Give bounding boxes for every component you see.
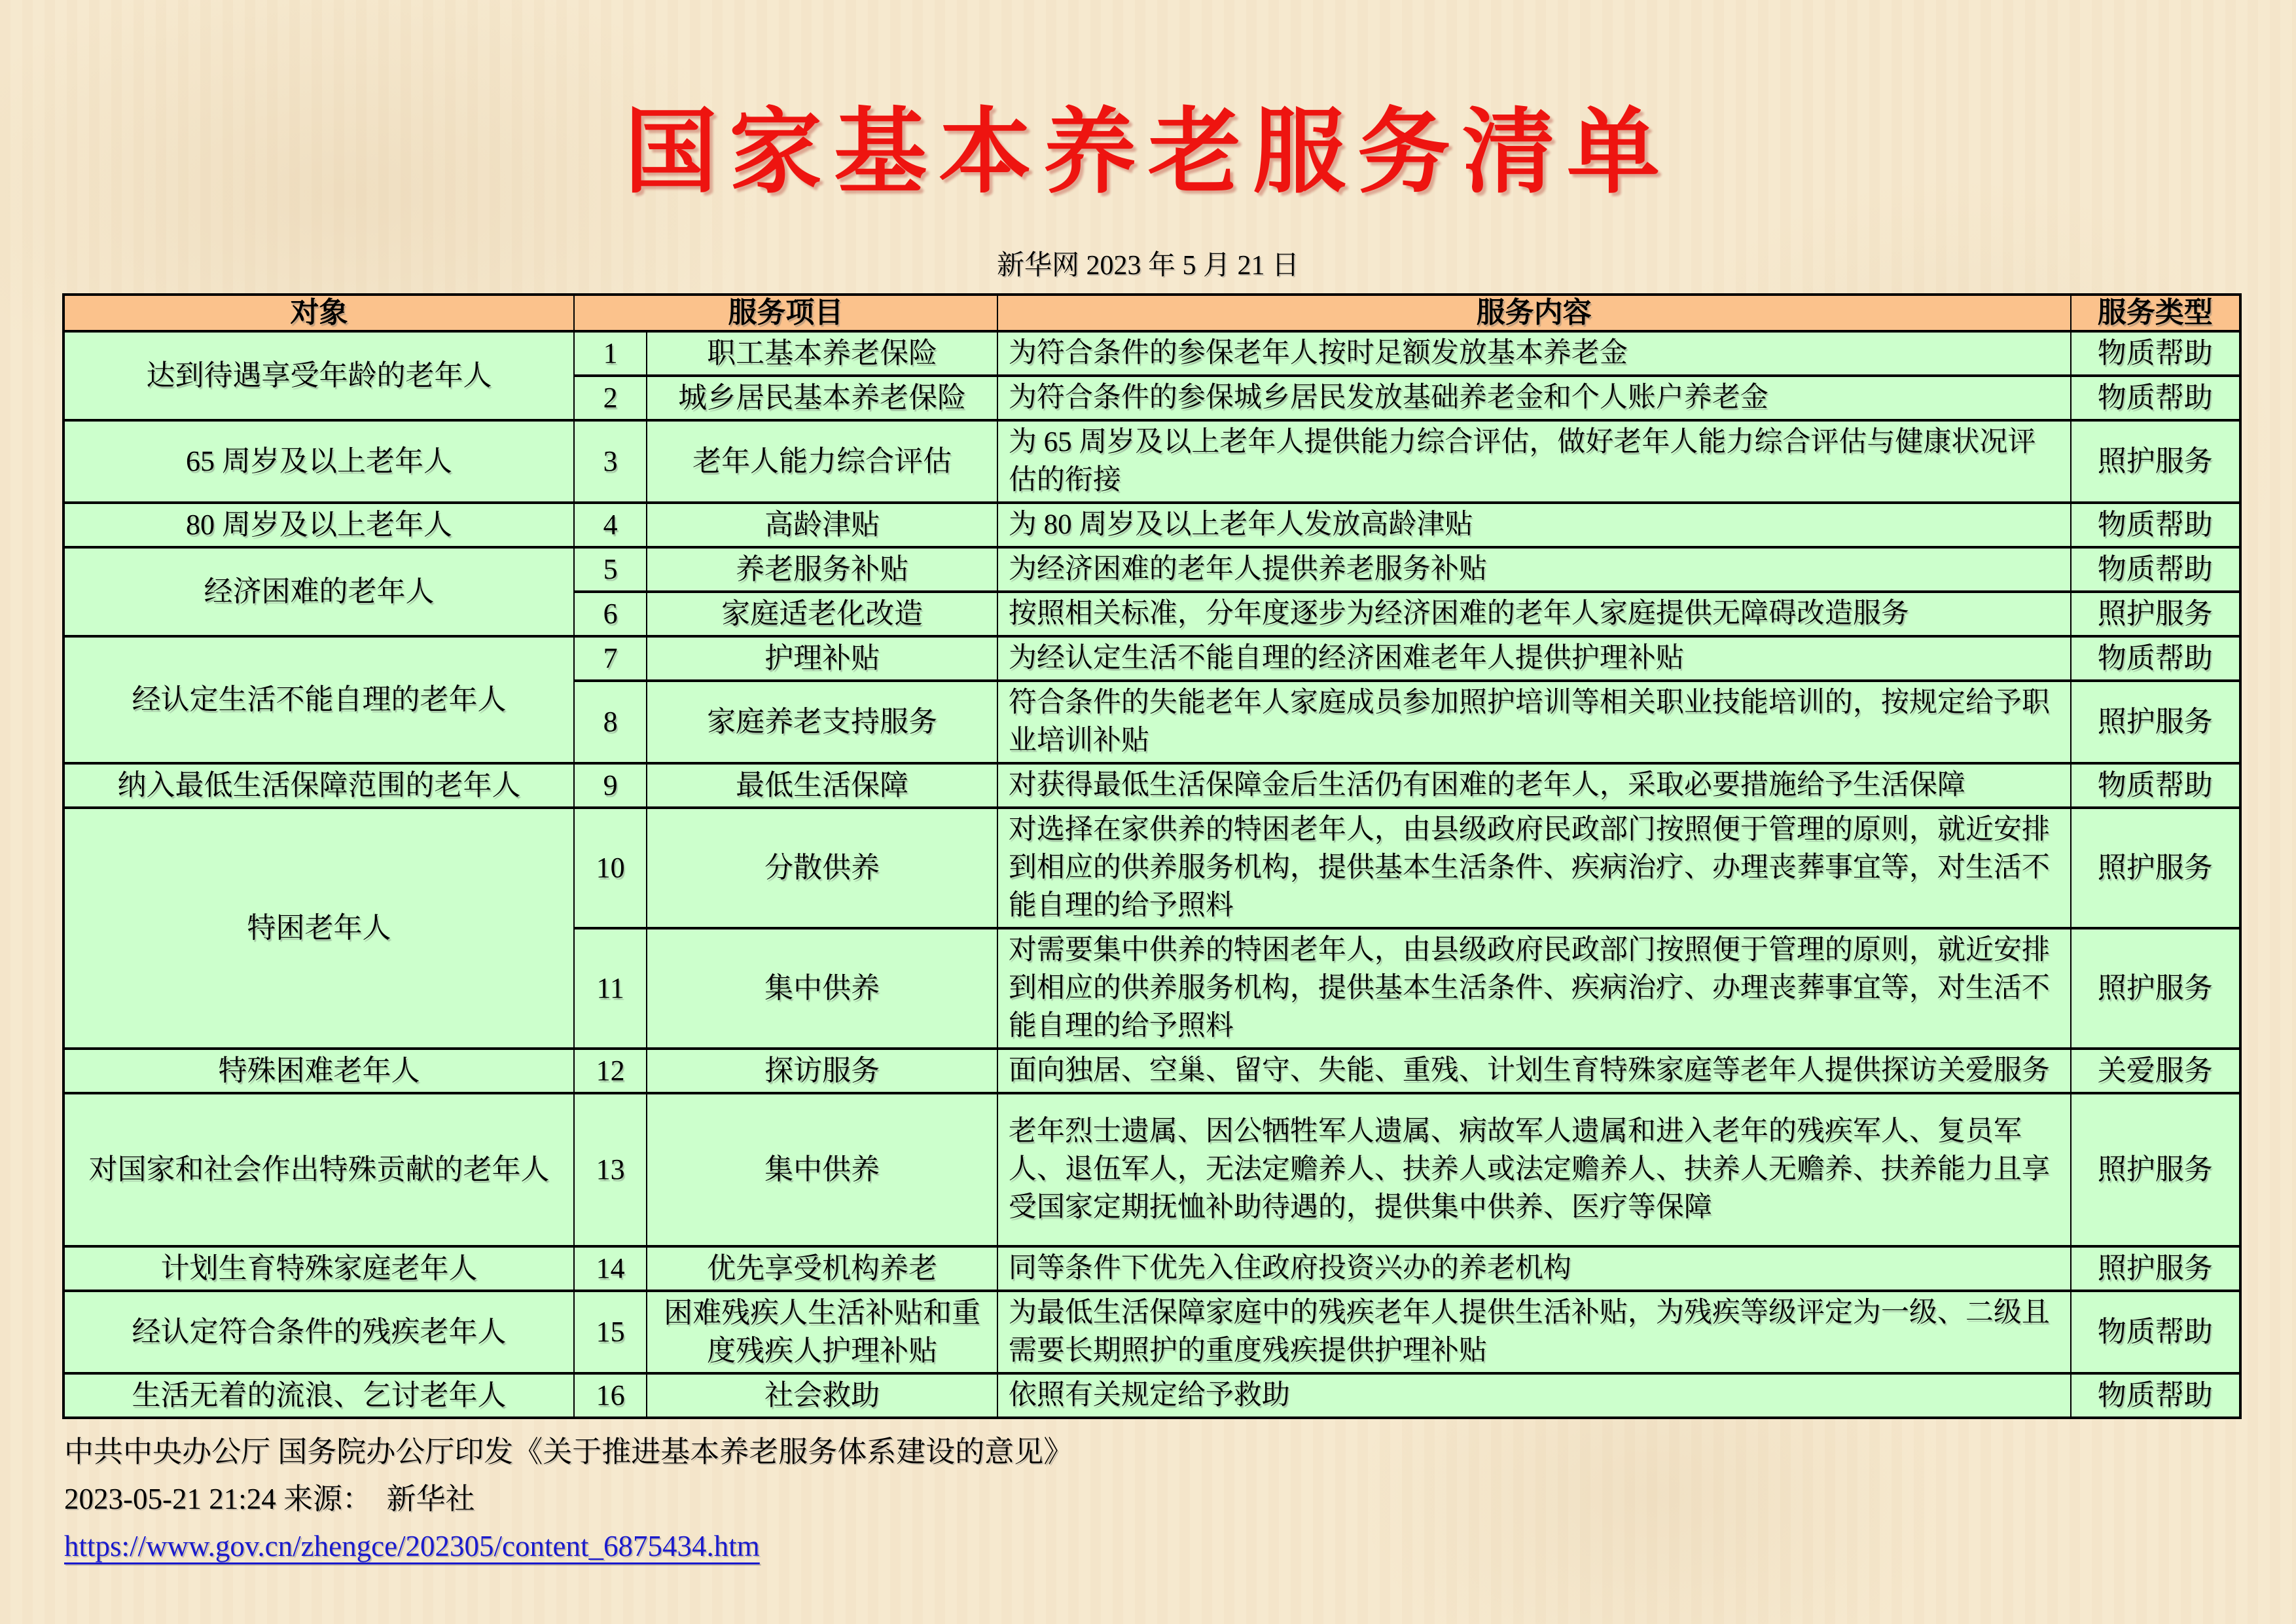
row-number-cell: 10 (574, 808, 647, 928)
service-content-cell: 对获得最低生活保障金后生活仍有困难的老年人，采取必要措施给予生活保障 (997, 763, 2071, 808)
row-number-cell: 8 (574, 681, 647, 763)
service-type-cell: 物质帮助 (2071, 376, 2240, 420)
service-item-cell: 城乡居民基本养老保险 (647, 376, 997, 420)
service-type-cell: 照护服务 (2071, 928, 2240, 1049)
footer-url-link[interactable]: https://www.gov.cn/zhengce/202305/content_6875434.htm (64, 1530, 760, 1562)
target-cell: 计划生育特殊家庭老年人 (63, 1246, 574, 1291)
table-row (63, 1291, 2240, 1373)
target-cell: 经认定生活不能自理的老年人 (63, 636, 574, 763)
service-type-cell: 物质帮助 (2071, 503, 2240, 547)
service-list-table (62, 293, 2242, 1419)
service-item-cell: 职工基本养老保险 (647, 331, 997, 376)
footer-date-line: 2023-05-21 21:24 来源： 新华社 (64, 1483, 475, 1515)
row-number-cell: 9 (574, 763, 647, 808)
target-cell: 纳入最低生活保障范围的老年人 (63, 763, 574, 808)
service-type-cell: 物质帮助 (2071, 636, 2240, 681)
header-service-item: 服务项目 (574, 295, 997, 331)
target-cell: 65 周岁及以上老年人 (63, 420, 574, 503)
row-number-cell: 14 (574, 1246, 647, 1291)
service-item-cell: 探访服务 (647, 1049, 997, 1093)
table-row (63, 808, 2240, 928)
table-row (63, 1373, 2240, 1418)
row-number-cell: 1 (574, 331, 647, 376)
page-title: 国家基本养老服务清单 (624, 101, 1672, 204)
row-number-cell: 6 (574, 592, 647, 636)
service-content-cell: 为符合条件的参保老年人按时足额发放基本养老金 (997, 331, 2071, 376)
service-item-cell: 养老服务补贴 (647, 547, 997, 592)
service-content-cell: 老年烈士遗属、因公牺牲军人遗属、病故军人遗属和进入老年的残疾军人、复员军人、退伍军人，无法定赡养人、扶养人或法定赡养人、扶养人无赡养、扶养能力且享受国家定期抚恤补助待遇的，提供集中供养、医疗等保障 (997, 1093, 2071, 1246)
service-item-cell: 家庭适老化改造 (647, 592, 997, 636)
service-content-cell: 为经认定生活不能自理的经济困难老年人提供护理补贴 (997, 636, 2071, 681)
service-type-cell: 物质帮助 (2071, 1373, 2240, 1418)
row-number-cell: 3 (574, 420, 647, 503)
service-type-cell: 照护服务 (2071, 681, 2240, 763)
subtitle: 新华网 2023 年 5 月 21 日 (996, 251, 1299, 281)
table-row (63, 763, 2240, 808)
service-item-cell: 最低生活保障 (647, 763, 997, 808)
target-cell: 特困老年人 (63, 808, 574, 1049)
service-type-cell: 照护服务 (2071, 420, 2240, 503)
service-item-cell: 困难残疾人生活补贴和重度残疾人护理补贴 (647, 1291, 997, 1373)
table-row (63, 503, 2240, 547)
row-number-cell: 13 (574, 1093, 647, 1246)
service-content-cell: 对选择在家供养的特困老年人，由县级政府民政部门按照便于管理的原则，就近安排到相应的供养服务机构，提供基本生活条件、疾病治疗、办理丧葬事宜等，对生活不能自理的给予照料 (997, 808, 2071, 928)
table-row (63, 1049, 2240, 1093)
service-item-cell: 分散供养 (647, 808, 997, 928)
service-content-cell: 面向独居、空巢、留守、失能、重残、计划生育特殊家庭等老年人提供探访关爱服务 (997, 1049, 2071, 1093)
service-type-cell: 照护服务 (2071, 592, 2240, 636)
service-type-cell: 物质帮助 (2071, 1291, 2240, 1373)
service-item-cell: 集中供养 (647, 1093, 997, 1246)
service-item-cell: 护理补贴 (647, 636, 997, 681)
service-type-cell: 关爱服务 (2071, 1049, 2240, 1093)
service-item-cell: 老年人能力综合评估 (647, 420, 997, 503)
table-row (63, 1246, 2240, 1291)
target-cell: 经济困难的老年人 (63, 547, 574, 636)
service-item-cell: 社会救助 (647, 1373, 997, 1418)
target-cell: 80 周岁及以上老年人 (63, 503, 574, 547)
header-target: 对象 (63, 295, 574, 331)
header-row (63, 295, 2240, 331)
target-cell: 对国家和社会作出特殊贡献的老年人 (63, 1093, 574, 1246)
service-type-cell: 照护服务 (2071, 1246, 2240, 1291)
service-type-cell: 照护服务 (2071, 1093, 2240, 1246)
row-number-cell: 5 (574, 547, 647, 592)
service-item-cell: 优先享受机构养老 (647, 1246, 997, 1291)
row-number-cell: 15 (574, 1291, 647, 1373)
footer-source-line: 中共中央办公厅 国务院办公厅印发《关于推进基本养老服务体系建设的意见》 (64, 1435, 1073, 1468)
service-content-cell: 为 65 周岁及以上老年人提供能力综合评估，做好老年人能力综合评估与健康状况评估的衔接 (997, 420, 2071, 503)
table-row (63, 636, 2240, 681)
row-number-cell: 2 (574, 376, 647, 420)
service-item-cell: 集中供养 (647, 928, 997, 1049)
service-type-cell: 物质帮助 (2071, 763, 2240, 808)
service-content-cell: 对需要集中供养的特困老年人，由县级政府民政部门按照便于管理的原则，就近安排到相应的供养服务机构，提供基本生活条件、疾病治疗、办理丧葬事宜等，对生活不能自理的给予照料 (997, 928, 2071, 1049)
service-content-cell: 符合条件的失能老年人家庭成员参加照护培训等相关职业技能培训的，按规定给予职业培训补贴 (997, 681, 2071, 763)
table-row (63, 420, 2240, 503)
header-service-content: 服务内容 (997, 295, 2071, 331)
row-number-cell: 7 (574, 636, 647, 681)
service-content-cell: 依照有关规定给予救助 (997, 1373, 2071, 1418)
service-content-cell: 同等条件下优先入住政府投资兴办的养老机构 (997, 1246, 2071, 1291)
target-cell: 特殊困难老年人 (63, 1049, 574, 1093)
service-content-cell: 为最低生活保障家庭中的残疾老年人提供生活补贴，为残疾等级评定为一级、二级且需要长期照护的重度残疾提供护理补贴 (997, 1291, 2071, 1373)
service-type-cell: 物质帮助 (2071, 331, 2240, 376)
table-row (63, 331, 2240, 376)
target-cell: 达到待遇享受年龄的老年人 (63, 331, 574, 420)
header-service-type: 服务类型 (2071, 295, 2240, 331)
target-cell: 经认定符合条件的残疾老年人 (63, 1291, 574, 1373)
row-number-cell: 11 (574, 928, 647, 1049)
service-type-cell: 照护服务 (2071, 808, 2240, 928)
table-row (63, 1093, 2240, 1246)
table-row (63, 547, 2240, 592)
service-content-cell: 为经济困难的老年人提供养老服务补贴 (997, 547, 2071, 592)
service-content-cell: 按照相关标准，分年度逐步为经济困难的老年人家庭提供无障碍改造服务 (997, 592, 2071, 636)
row-number-cell: 16 (574, 1373, 647, 1418)
service-type-cell: 物质帮助 (2071, 547, 2240, 592)
service-item-cell: 高龄津贴 (647, 503, 997, 547)
service-content-cell: 为符合条件的参保城乡居民发放基础养老金和个人账户养老金 (997, 376, 2071, 420)
footer-url-line (64, 1523, 1073, 1570)
row-number-cell: 12 (574, 1049, 647, 1093)
footer (64, 1428, 1073, 1570)
target-cell: 生活无着的流浪、乞讨老年人 (63, 1373, 574, 1418)
service-content-cell: 为 80 周岁及以上老年人发放高龄津贴 (997, 503, 2071, 547)
row-number-cell: 4 (574, 503, 647, 547)
service-item-cell: 家庭养老支持服务 (647, 681, 997, 763)
